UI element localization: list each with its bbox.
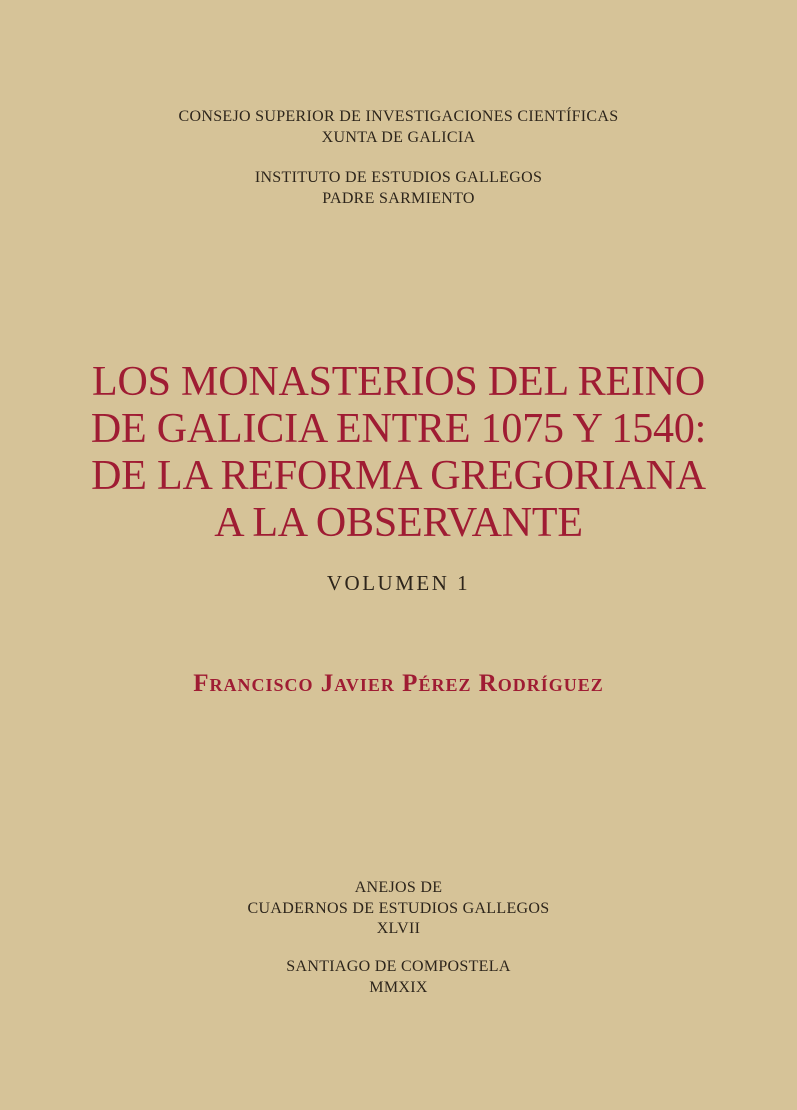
- org-csic: CONSEJO SUPERIOR DE INVESTIGACIONES CIENTÍFICAS: [178, 108, 619, 125]
- title-line-3: DE LA REFORMA GREGORIANA: [91, 453, 706, 499]
- imprint-info: [0, 957, 797, 998]
- imprint-year: MMXIX: [369, 978, 428, 996]
- series-number: XLVII: [376, 920, 421, 937]
- institute-name: INSTITUTO DE ESTUDIOS GALLEGOS: [254, 169, 543, 186]
- imprint-place: SANTIAGO DE COMPOSTELA: [286, 958, 511, 975]
- series-info: [0, 878, 797, 940]
- title-line-1: LOS MONASTERIOS DEL REINO: [92, 359, 705, 405]
- title-line-4: A LA OBSERVANTE: [214, 500, 583, 546]
- series-line-anejos: ANEJOS DE: [354, 879, 443, 896]
- title-line-2: DE GALICIA ENTRE 1075 Y 1540:: [90, 406, 707, 452]
- series-line-cuadernos: CUADERNOS DE ESTUDIOS GALLEGOS: [247, 899, 550, 917]
- institute-padre-sarmiento: PADRE SARMIENTO: [322, 190, 475, 207]
- volume-label: VOLUMEN 1: [326, 571, 471, 595]
- publisher-organizations: [0, 106, 797, 148]
- institute: [0, 167, 797, 209]
- book-title: [0, 359, 797, 547]
- org-xunta: XUNTA DE GALICIA: [321, 129, 476, 146]
- author-name: Francisco Javier Pérez Rodríguez: [193, 670, 604, 697]
